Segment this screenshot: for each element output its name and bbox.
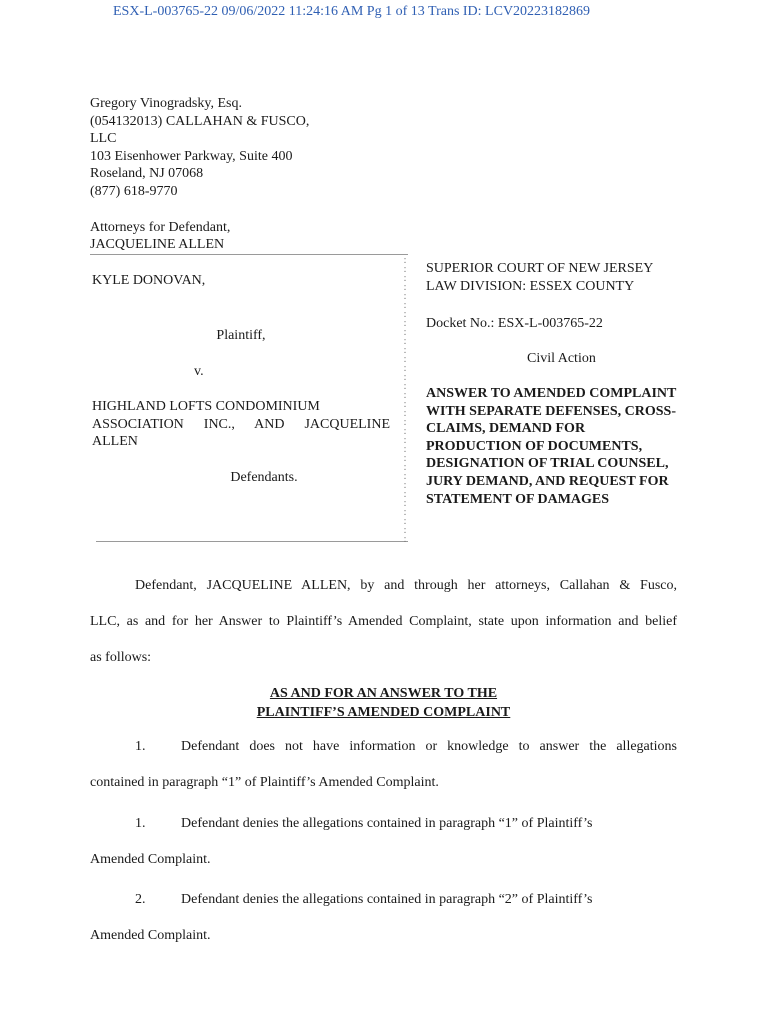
defendants-line: ALLEN: [92, 434, 138, 450]
paragraph-text: contained in paragraph “1” of Plaintiff’s Amended Complaint.: [90, 775, 439, 790]
caption-divider: : : : : : : : : : : : : : : : : : : : : : : : : : : : : : : : :: [403, 255, 407, 545]
document-title: [426, 385, 701, 508]
paragraph-number: 1.: [135, 816, 146, 831]
defendants-line: HIGHLAND LOFTS CONDOMINIUM: [92, 399, 320, 414]
attorney-block: [90, 95, 340, 254]
attorney-client: JACQUELINE ALLEN: [90, 237, 225, 253]
intro-line: Defendant, JACQUELINE ALLEN, by and through her attorneys, Callahan & Fusco,: [135, 578, 677, 593]
intro-line: as follows:: [90, 650, 152, 665]
paragraph-text: Amended Complaint.: [90, 928, 211, 943]
paragraph-text: Defendant does not have information or knowledge to answer the allegations: [181, 739, 677, 754]
title-line: JURY DEMAND, AND REQUEST FOR: [426, 473, 669, 489]
title-line: ANSWER TO AMENDED COMPLAINT: [426, 386, 677, 401]
caption-bottom-rule: [96, 541, 408, 542]
paragraph-text: Defendant denies the allegations contained in paragraph “1” of Plaintiff’s: [181, 816, 593, 831]
court-name: [426, 260, 706, 295]
court-line: LAW DIVISION: ESSEX COUNTY: [426, 278, 635, 294]
attorney-firm-suffix: LLC: [90, 131, 117, 147]
intro-paragraph: [90, 568, 677, 676]
court-line: SUPERIOR COURT OF NEW JERSEY: [426, 261, 654, 276]
intro-line: LLC, as and for her Answer to Plaintiff’s Amended Complaint, state upon information and belief: [90, 614, 677, 629]
paragraph-number: 2.: [135, 892, 146, 907]
versus: v.: [194, 364, 204, 379]
title-line: PRODUCTION OF DOCUMENTS,: [426, 438, 643, 454]
title-line: WITH SEPARATE DEFENSES, CROSS-: [426, 403, 676, 419]
paragraph-text: Amended Complaint.: [90, 852, 211, 867]
attorney-name: Gregory Vinogradsky, Esq.: [90, 96, 242, 111]
attorney-role: Attorneys for Defendant,: [90, 219, 231, 235]
defendants-names: [92, 398, 390, 451]
answer-paragraph: [90, 882, 677, 954]
heading-line: PLAINTIFF’S AMENDED COMPLAINT: [256, 705, 511, 720]
attorney-street: 103 Eisenhower Parkway, Suite 400: [90, 148, 293, 164]
filing-stamp: ESX-L-003765-22 09/06/2022 11:24:16 AM Pg 1 of 13 Trans ID: LCV20223182869: [113, 4, 591, 19]
answer-paragraph: [90, 729, 677, 801]
civil-action: Civil Action: [527, 351, 596, 366]
attorney-city: Roseland, NJ 07068: [90, 166, 204, 182]
docket-number: Docket No.: ESX-L-003765-22: [426, 316, 603, 331]
answer-paragraph: [90, 806, 677, 878]
section-heading: [90, 684, 677, 722]
plaintiff-name: KYLE DONOVAN,: [92, 273, 206, 288]
heading-line: AS AND FOR AN ANSWER TO THE: [269, 686, 498, 701]
attorney-firm: (054132013) CALLAHAN & FUSCO,: [90, 113, 310, 129]
paragraph-number: 1.: [135, 739, 146, 754]
defendants-line: ASSOCIATION INC., AND JACQUELINE: [92, 416, 390, 432]
plaintiff-label: Plaintiff,: [216, 328, 266, 343]
paragraph-text: Defendant denies the allegations contained in paragraph “2” of Plaintiff’s: [181, 892, 593, 907]
title-line: CLAIMS, DEMAND FOR: [426, 421, 586, 437]
caption-top-rule: [90, 254, 408, 255]
defendants-label: Defendants.: [230, 470, 298, 485]
attorney-phone: (877) 618-9770: [90, 183, 178, 199]
title-line: DESIGNATION OF TRIAL COUNSEL,: [426, 456, 669, 472]
title-line: STATEMENT OF DAMAGES: [426, 491, 610, 507]
